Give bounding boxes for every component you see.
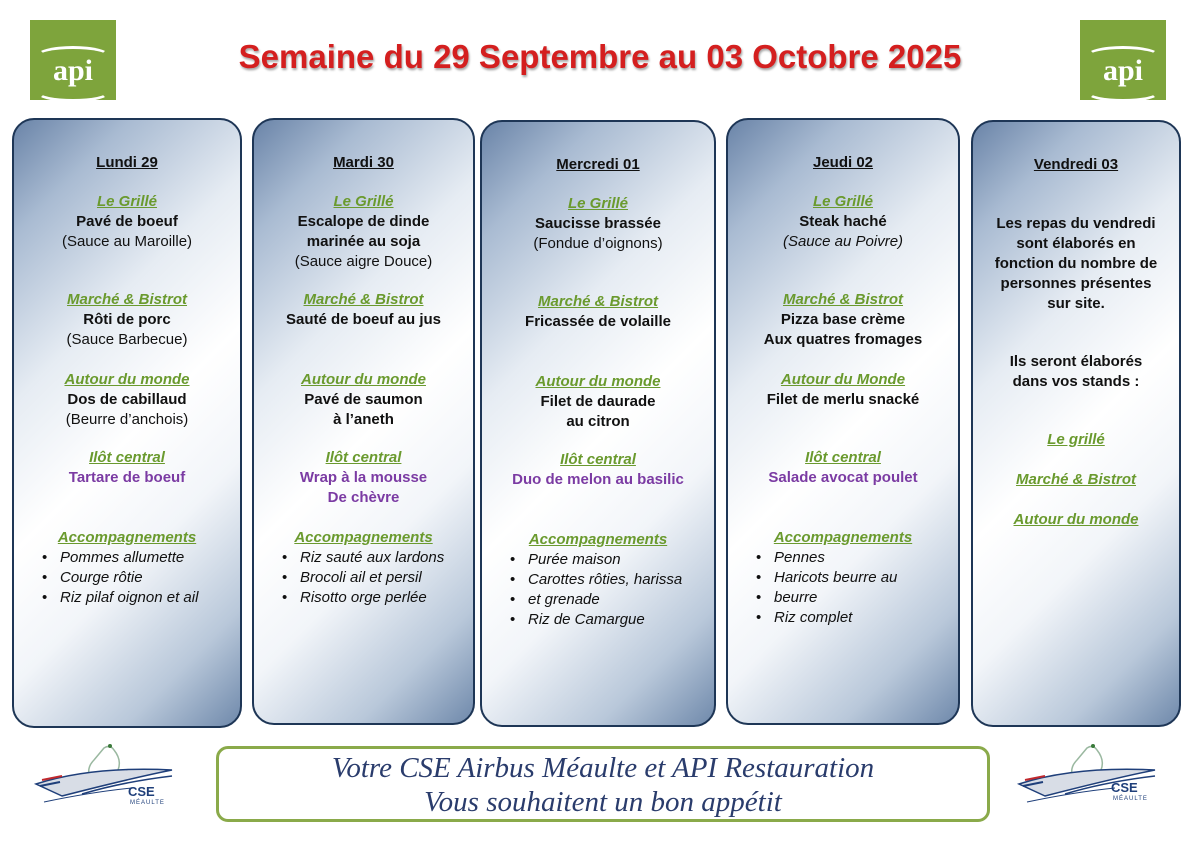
api-logo-text: api: [52, 54, 94, 87]
api-logo-right: [1080, 20, 1166, 100]
sauce: (Sauce au Maroille): [61, 233, 193, 250]
category-le-grille: Le Grillé: [812, 193, 874, 210]
sauce: (Beurre d’anchois): [65, 411, 189, 428]
category-ilot-central: Ilôt central: [805, 449, 881, 466]
dish: De chèvre: [327, 489, 400, 506]
category-marche-bistrot: Marché & Bistrot: [66, 291, 188, 308]
category-le-grille: Le Grillé: [567, 195, 629, 212]
friday-info: Les repas du vendredi sont élaborés en fonction du nombre de personnes présentes sur site.: [994, 215, 1158, 312]
category-autour-du-monde: Autour du monde: [535, 373, 661, 390]
dish: Escalope de dinde: [297, 213, 430, 230]
dish: Pavé de saumon: [304, 391, 423, 408]
day-heading: Mercredi 01: [556, 156, 640, 173]
category-ilot-central: Ilôt central: [560, 451, 636, 468]
dish: Sauté de boeuf au jus: [285, 311, 442, 328]
list-item: • Riz pilaf oignon et ail: [14, 588, 240, 608]
list-item: • beurre: [728, 588, 958, 608]
list-item: • Purée maison: [482, 550, 714, 570]
dish: Dos de cabillaud: [67, 391, 187, 408]
api-logo-left: [30, 20, 116, 100]
sides-list: [254, 548, 473, 608]
day-column-mardi: [252, 118, 475, 725]
dish: Saucisse brassée: [535, 215, 661, 232]
list-item: • Pennes: [728, 548, 958, 568]
dish: Salade avocat poulet: [768, 469, 918, 486]
category-le-grille: Le Grillé: [96, 193, 158, 210]
list-item: • et grenade: [482, 590, 714, 610]
stand-autour-du-monde: Autour du monde: [1013, 511, 1139, 528]
stand-marche-bistrot: Marché & Bistrot: [1015, 471, 1137, 488]
dish: Steak haché: [799, 213, 887, 230]
cse-logo-left: [32, 740, 182, 820]
cse-text: CSE: [1111, 780, 1138, 795]
category-marche-bistrot: Marché & Bistrot: [782, 291, 904, 308]
list-item: • Riz complet: [728, 608, 958, 628]
footer-line-1: Votre CSE Airbus Méaulte et API Restauration: [331, 752, 875, 784]
sauce: (Sauce au Poivre): [782, 233, 904, 250]
footer-line-2: Vous souhaitent un bon appétit: [424, 786, 782, 818]
category-autour-du-monde: Autour du Monde: [780, 371, 906, 388]
cse-logo-right: [1015, 740, 1165, 820]
category-marche-bistrot: Marché & Bistrot: [303, 291, 424, 308]
day-column-mercredi: [480, 120, 716, 727]
dish: Fricassée de volaille: [525, 313, 671, 330]
api-logo-text: api: [1102, 54, 1144, 87]
list-item: • Carottes rôties, harissa: [482, 570, 714, 590]
category-autour-du-monde: Autour du monde: [64, 371, 190, 388]
dish: Duo de melon au basilic: [512, 471, 684, 488]
category-accompagnements: Accompagnements: [773, 529, 913, 546]
page-title: Semaine du 29 Septembre au 03 Octobre 2025: [238, 38, 962, 75]
sauce: (Fondue d’oignons): [533, 235, 663, 252]
day-heading: Lundi 29: [96, 154, 158, 171]
list-item: • Brocoli ail et persil: [254, 568, 473, 588]
dish: Filet de merlu snacké: [766, 391, 920, 408]
dish: Pizza base crème: [780, 311, 906, 328]
sauce: (Sauce aigre Douce): [294, 253, 433, 270]
category-le-grille: Le Grillé: [333, 193, 394, 210]
category-ilot-central: Ilôt central: [325, 449, 402, 466]
dish: marinée au soja: [306, 233, 421, 250]
day-column-vendredi: [971, 120, 1181, 727]
category-accompagnements: Accompagnements: [57, 529, 197, 546]
dish: Wrap à la mousse: [299, 469, 428, 486]
dish: à l’aneth: [333, 411, 394, 428]
category-ilot-central: Ilôt central: [89, 449, 165, 466]
day-heading: Mardi 30: [333, 154, 394, 171]
airplane-icon: [32, 740, 182, 820]
day-heading: Vendredi 03: [1033, 156, 1119, 173]
category-autour-du-monde: Autour du monde: [301, 371, 426, 388]
day-heading: Jeudi 02: [812, 154, 874, 171]
sides-list: [482, 550, 714, 630]
dish: Rôti de porc: [83, 311, 171, 328]
day-column-jeudi: [726, 118, 960, 725]
sides-list: [14, 548, 240, 608]
list-item: • Pommes allumette: [14, 548, 240, 568]
list-item: • Riz de Camargue: [482, 610, 714, 630]
day-column-lundi: [12, 118, 242, 728]
dish: au citron: [566, 413, 630, 430]
airplane-icon: [1015, 740, 1165, 820]
category-accompagnements: Accompagnements: [528, 531, 668, 548]
dish: Tartare de boeuf: [68, 469, 186, 486]
cse-text: CSE: [128, 784, 155, 799]
category-accompagnements: Accompagnements: [294, 529, 433, 546]
meaulte-text: MÉAULTE: [1113, 796, 1148, 802]
meaulte-text: MÉAULTE: [130, 800, 165, 806]
stand-le-grille: Le grillé: [1047, 431, 1105, 448]
list-item: • Risotto orge perlée: [254, 588, 473, 608]
dish: Aux quatres fromages: [763, 331, 923, 348]
category-marche-bistrot: Marché & Bistrot: [537, 293, 659, 310]
sauce: (Sauce Barbecue): [66, 331, 188, 348]
list-item: • Courge rôtie: [14, 568, 240, 588]
footer-message: [216, 746, 990, 822]
friday-stands-intro: Ils seront élaborés dans vos stands :: [1009, 353, 1143, 390]
dish: Filet de daurade: [540, 393, 656, 410]
list-item: • Haricots beurre au: [728, 568, 958, 588]
sides-list: [728, 548, 958, 628]
dish: Pavé de boeuf: [76, 213, 178, 230]
list-item: • Riz sauté aux lardons: [254, 548, 473, 568]
